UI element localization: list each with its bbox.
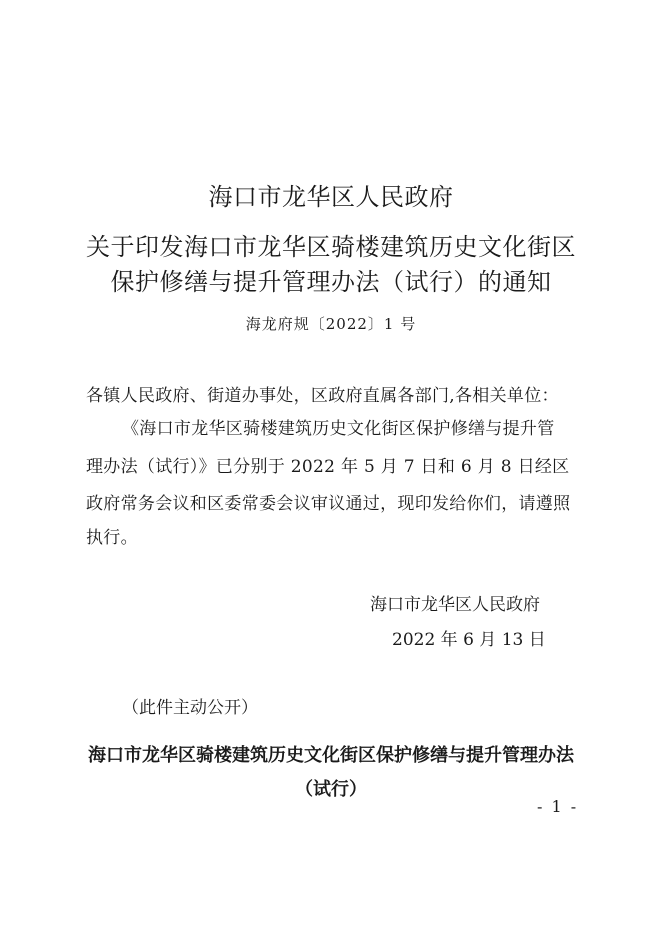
document-title-line-2: 关于印发海口市龙华区骑楼建筑历史文化街区 xyxy=(86,233,576,261)
document-number: 海龙府规〔2022〕1 号 xyxy=(245,315,417,333)
paragraph-line: 政府常务会议和区委常委会议审议通过，现印发给你们，请遵照 xyxy=(86,494,571,514)
paragraph-line: 《海口市龙华区骑楼建筑历史文化街区保护修缮与提升管 xyxy=(122,419,555,439)
paragraph-line: 执行。 xyxy=(86,528,138,548)
paragraph-line: 理办法（试行）》已分别于 2022 年 5 月 7 日和 6 月 8 日经区 xyxy=(86,457,570,477)
salutation: 各镇人民政府、街道办事处，区政府直属各部门,各相关单位： xyxy=(86,386,559,406)
attachment-title: 海口市龙华区骑楼建筑历史文化街区保护修缮与提升管理办法 xyxy=(88,745,574,766)
document-title-line-3: 保护修缮与提升管理办法（试行）的通知 xyxy=(110,268,552,296)
disclosure-note: （此件主动公开） xyxy=(122,698,258,718)
document-title-line-1: 海口市龙华区人民政府 xyxy=(208,183,454,211)
page-number: - 1 - xyxy=(537,797,579,816)
attachment-subtitle: （试行） xyxy=(295,779,367,800)
signature-date: 2022 年 6 月 13 日 xyxy=(392,630,546,650)
signature-organization: 海口市龙华区人民政府 xyxy=(370,595,540,615)
